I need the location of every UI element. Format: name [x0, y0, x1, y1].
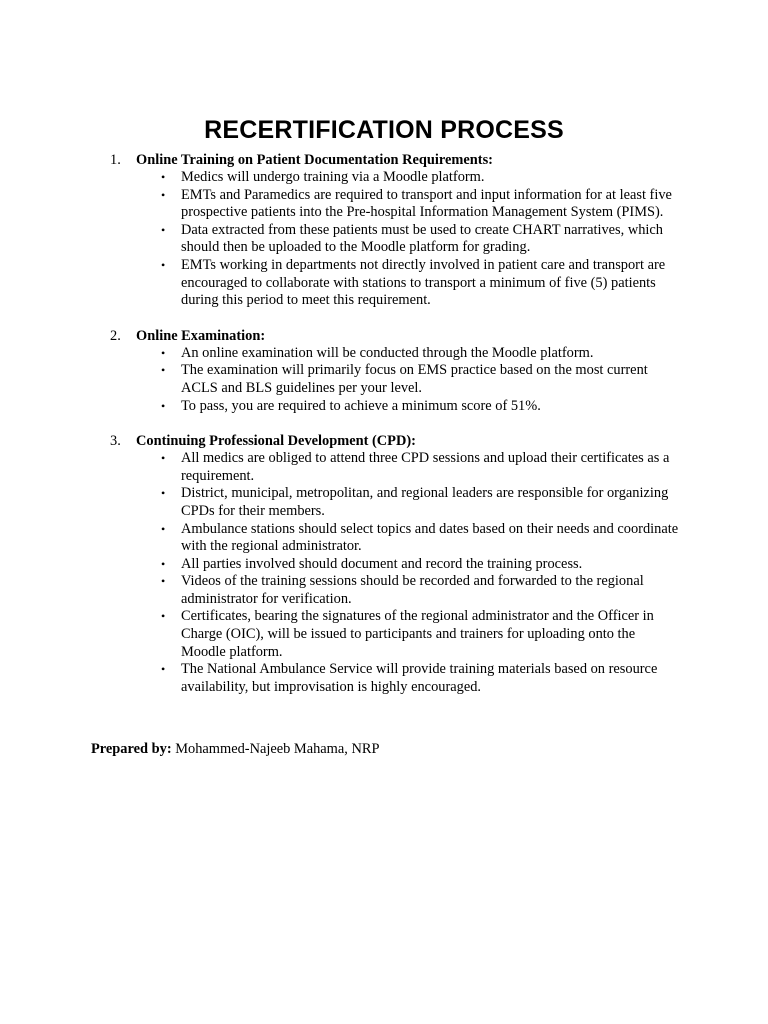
bullet-text: The National Ambulance Service will provide training materials based on resource availability, but improvisation is highly encouraged.	[181, 661, 658, 695]
bullet-text: District, municipal, metropolitan, and regional leaders are responsible for organizing CPDs for their members.	[181, 485, 669, 519]
bullet-item	[110, 485, 681, 520]
bullet-item	[110, 398, 681, 416]
bullet-text: EMTs working in departments not directly involved in patient care and transport are encouraged to collaborate with stations to transport a minimum of five (5) patients during this period to meet this requirement.	[181, 256, 666, 309]
section-heading: Continuing Professional Development (CPD):	[136, 433, 416, 450]
prepared-by-name: Mohammed-Najeeb Mahama, NRP	[175, 741, 380, 757]
bullet-item	[110, 257, 681, 310]
bullet-item	[110, 187, 681, 222]
section-2	[110, 327, 710, 415]
section-list	[110, 151, 710, 713]
bullet-item	[110, 362, 681, 397]
bullet-icon: •	[161, 257, 166, 272]
bullet-text: An online examination will be conducted through the Moodle platform.	[181, 344, 594, 361]
section-number: 1.	[110, 152, 121, 168]
bullet-icon: •	[161, 398, 166, 413]
bullet-item	[110, 169, 681, 187]
bullet-item	[110, 556, 681, 574]
bullet-icon: •	[161, 222, 166, 237]
bullet-text: To pass, you are required to achieve a minimum score of 51%.	[181, 397, 541, 414]
bullet-text: Certificates, bearing the signatures of the regional administrator and the Officer in Charge (OIC), will be issued to participants and trainers for uploading onto the Moodle platform.	[181, 608, 654, 660]
bullet-item	[110, 450, 681, 485]
bullet-text: The examination will primarily focus on EMS practice based on the most current ACLS and BLS guidelines per your level.	[181, 362, 648, 396]
bullet-icon: •	[161, 609, 166, 624]
bullet-text: EMTs and Paramedics are required to transport and input information for at least five prospective patients into the Pre-hospital Information Management System (PIMS).	[181, 186, 672, 221]
bullet-item	[110, 521, 681, 556]
bullet-icon: •	[161, 486, 166, 501]
section-1	[110, 151, 710, 310]
bullet-icon: •	[161, 363, 166, 378]
bullet-icon: •	[161, 170, 166, 184]
bullet-text: Videos of the training sessions should be recorded and forwarded to the regional administrator for verification.	[181, 573, 644, 607]
bullet-icon: •	[161, 345, 166, 360]
bullet-text: Ambulance stations should select topics and dates based on their needs and coordinate with the regional administrator.	[181, 520, 679, 555]
bullet-icon: •	[161, 574, 166, 589]
bullet-list	[110, 450, 710, 696]
bullet-icon: •	[161, 521, 166, 536]
bullet-item	[110, 608, 681, 661]
bullet-icon: •	[161, 556, 166, 571]
bullet-text: All parties involved should document and record the training process.	[181, 555, 583, 572]
bullet-list	[110, 345, 710, 415]
prepared-by-label: Prepared by:	[91, 741, 172, 757]
bullet-icon: •	[161, 451, 166, 466]
bullet-item	[110, 661, 681, 696]
prepared-by	[91, 740, 379, 758]
bullet-item	[110, 573, 681, 608]
bullet-text: Data extracted from these patients must be used to create CHART narratives, which should then be uploaded to the Moodle platform for grading.	[181, 221, 663, 256]
bullet-text: Medics will undergo training via a Moodle platform.	[181, 169, 485, 185]
section-number: 2.	[110, 327, 121, 344]
bullet-icon: •	[161, 662, 166, 677]
section-heading: Online Examination:	[136, 327, 266, 344]
page-title: RECERTIFICATION PROCESS	[204, 116, 564, 144]
section-heading: Online Training on Patient Documentation Requirements:	[136, 152, 493, 168]
bullet-item	[110, 345, 681, 363]
bullet-icon: •	[161, 187, 166, 202]
bullet-list	[110, 169, 710, 310]
bullet-item	[110, 222, 681, 257]
section-number: 3.	[110, 433, 121, 450]
section-3	[110, 432, 710, 696]
bullet-text: All medics are obliged to attend three CPD sessions and upload their certificates as a requirement.	[181, 450, 670, 484]
